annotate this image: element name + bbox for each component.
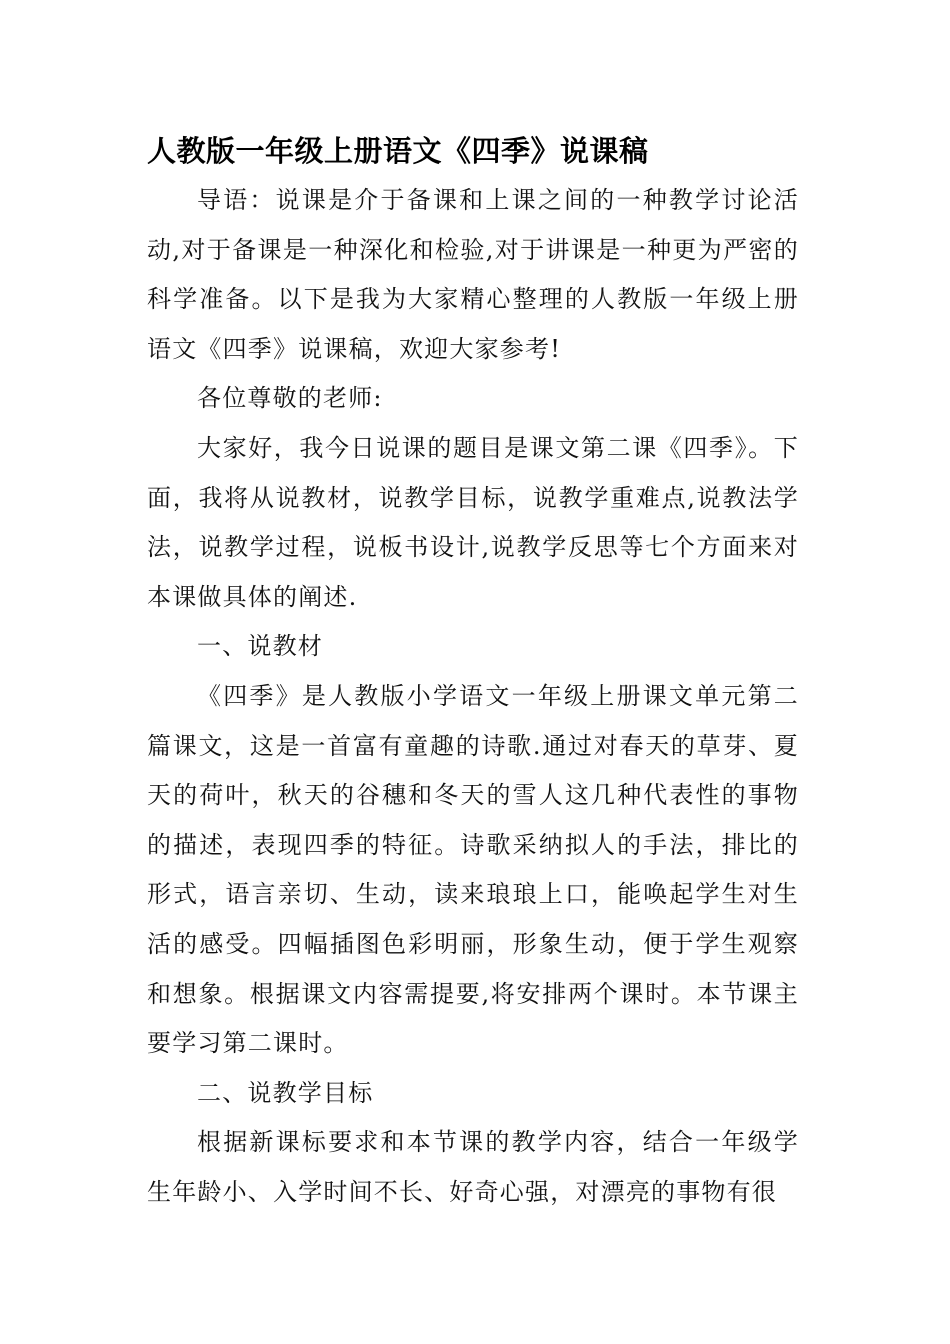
paragraph-greeting: 各位尊敬的老师: — [197, 384, 383, 413]
paragraph-textbook: 《四季》是人教版小学语文一年级上册课文单元第二篇课文，这是一首富有童趣的诗歌.通过对春天的草芽、夏天的荷叶，秋天的谷穗和冬天的雪人这几种代表性的事物的描述，表现四季的特征。诗歌采纳拟人的手法，排比的形式，语言亲切、生动，读来琅琅上口，能唤起学生对生活的感受。四幅插图色彩明丽，形象生动，便于学生观察和想象。根据课文内容需提要,将安排两个课时。本节课主要学习第二课时。 — [147, 681, 799, 1058]
document-body — [147, 128, 799, 1217]
paragraph-opening: 大家好，我今日说课的题目是课文第二课《四季》。下面，我将从说教材，说教学目标，说教学重难点,说教法学法，说教学过程，说板书设计,说教学反思等七个方面来对本课做具体的阐述. — [147, 433, 799, 611]
section-heading-goals: 二、说教学目标 — [197, 1078, 374, 1107]
section-heading-textbook: 一、说教材 — [197, 632, 323, 661]
paragraph-intro: 导语：说课是介于备课和上课之间的一种教学讨论活动,对于备课是一种深化和检验,对于讲课是一种更为严密的科学准备。以下是我为大家精心整理的人教版一年级上册语文《四季》说课稿，欢迎大家参考! — [147, 186, 799, 363]
document-title: 人教版一年级上册语文《四季》说课稿 — [147, 134, 649, 168]
paragraph-goals: 根据新课标要求和本节课的教学内容，结合一年级学生年龄小、入学时间不长、好奇心强，对漂亮的事物有很 — [147, 1128, 799, 1206]
